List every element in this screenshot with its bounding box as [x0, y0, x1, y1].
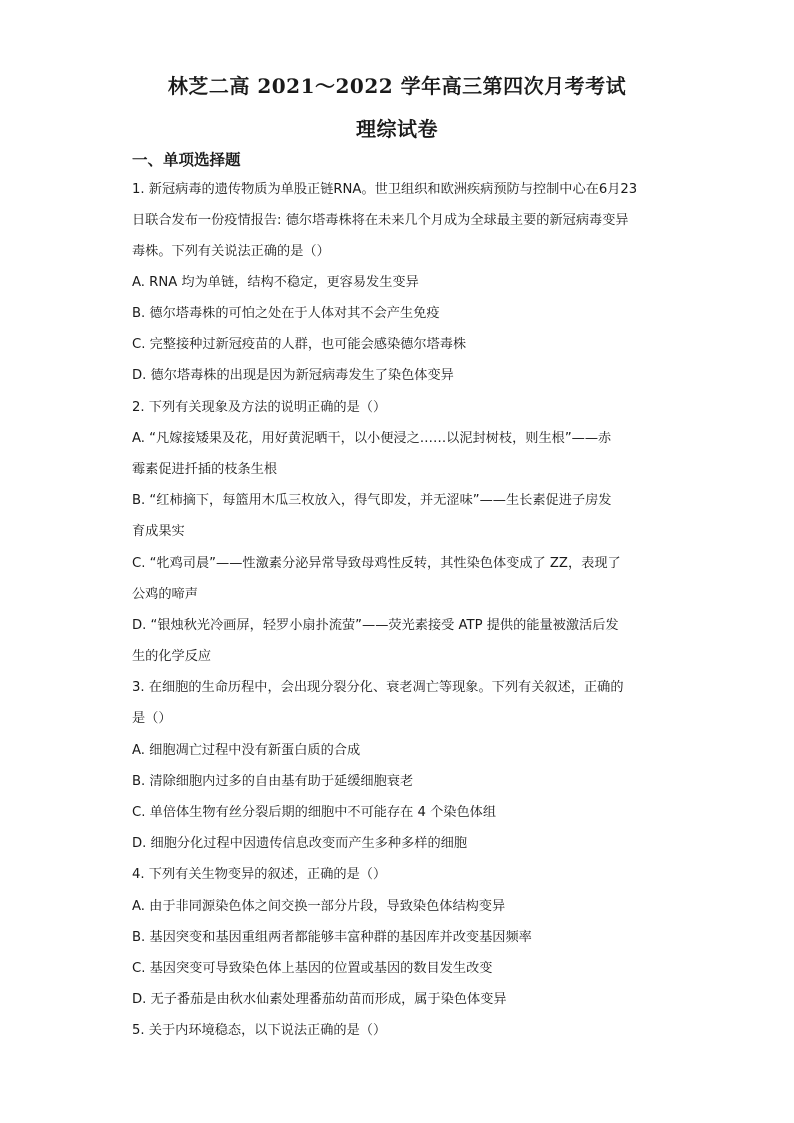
option-line: A. 由于非同源染色体之间交换一部分片段，导致染色体结构变异: [132, 899, 506, 914]
section-heading: 一、单项选择题: [132, 150, 241, 169]
option-line: C. 单倍体生物有丝分裂后期的细胞中不可能存在 4 个染色体组: [132, 805, 497, 820]
text-line: 生的化学反应: [132, 649, 212, 664]
option-line: C. 基因突变可导致染色体上基因的位置或基因的数目发生改变: [132, 961, 493, 976]
text-line: 1. 新冠病毒的遗传物质为单股正链RNA。世卫组织和欧洲疾病预防与控制中心在6月23: [132, 182, 638, 197]
text-line: 3. 在细胞的生命历程中，会出现分裂分化、衰老凋亡等现象。下列有关叙述，正确的: [132, 680, 624, 695]
text-line: 霉素促进扦插的枝条生根: [132, 462, 278, 477]
text-line: 2. 下列有关现象及方法的说明正确的是（）: [132, 400, 387, 415]
option-line: A. 细胞凋亡过程中没有新蛋白质的合成: [132, 743, 361, 758]
option-line: C. 完整接种过新冠疫苗的人群，也可能会感染德尔塔毒株: [132, 337, 467, 352]
option-line: B. 基因突变和基因重组两者都能够丰富种群的基因库并改变基因频率: [132, 930, 532, 945]
text-line: 育成果实: [132, 524, 185, 539]
text-line: 日联合发布一份疫情报告: 德尔塔毒株将在未来几个月成为全球最主要的新冠病毒变异: [132, 213, 629, 228]
text-line: 是（）: [132, 711, 172, 726]
option-line: C. “牝鸡司晨”——性激素分泌异常导致母鸡性反转，其性染色体变成了 ZZ，表现了: [132, 556, 621, 571]
text-line: 毒株。下列有关说法正确的是（）: [132, 244, 330, 259]
text-line: 公鸡的啼声: [132, 587, 198, 602]
option-line: A. RNA 均为单链，结构不稳定，更容易发生变异: [132, 275, 419, 290]
option-line: D. 德尔塔毒株的出现是因为新冠病毒发生了染色体变异: [132, 368, 454, 383]
text-line: 4. 下列有关生物变异的叙述，正确的是（）: [132, 867, 387, 882]
option-line: A. “凡嫁接矮果及花，用好黄泥晒干，以小便浸之……以泥封树枝，则生根”——赤: [132, 431, 612, 446]
option-line: D. 无子番茄是由秋水仙素处理番茄幼苗而形成，属于染色体变异: [132, 992, 507, 1007]
option-line: B. “红柿摘下，每篮用木瓜三枚放入，得气即发，并无涩味”——生长素促进子房发: [132, 493, 612, 508]
text-line: 5. 关于内环境稳态，以下说法正确的是（）: [132, 1023, 387, 1038]
exam-subtitle: 理综试卷: [356, 117, 438, 141]
option-line: D. 细胞分化过程中因遗传信息改变而产生多种多样的细胞: [132, 836, 468, 851]
option-line: B. 德尔塔毒株的可怕之处在于人体对其不会产生免疫: [132, 306, 440, 321]
option-line: B. 清除细胞内过多的自由基有助于延缓细胞衰老: [132, 774, 414, 789]
option-line: D. “银烛秋光冷画屏，轻罗小扇扑流萤”——荧光素接受 ATP 提供的能量被激活后发: [132, 618, 619, 633]
exam-title: 林芝二高 2021～2022 学年高三第四次月考考试: [167, 74, 627, 98]
